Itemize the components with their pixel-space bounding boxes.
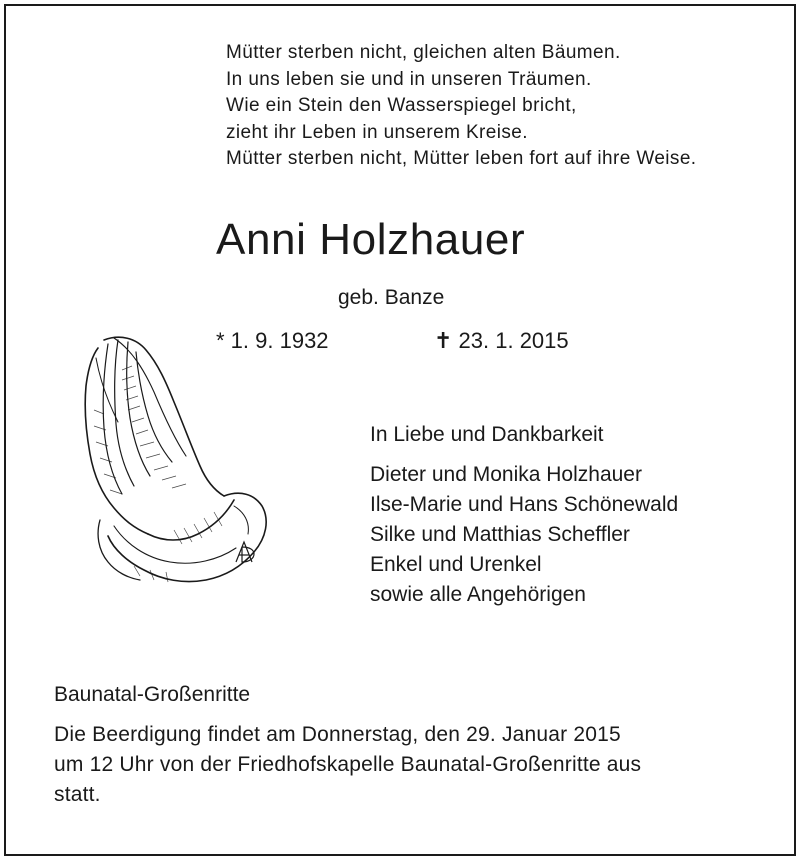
location: Baunatal-Großenritte [54, 683, 251, 706]
poem [226, 40, 786, 173]
dedication: In Liebe und Dankbarkeit [370, 423, 604, 446]
funeral-line: um 12 Uhr von der Friedhofskapelle Baunatal-Großenritte aus [54, 753, 642, 776]
poem-line: zieht ihr Leben in unserem Kreise. [226, 121, 528, 143]
mourner-name: sowie alle Angehörigen [370, 583, 586, 606]
funeral-line: statt. [54, 783, 101, 806]
death-date: ✝ 23. 1. 2015 [434, 328, 569, 353]
mourner-name: Ilse-Marie und Hans Schönewald [370, 493, 679, 516]
praying-hands-icon [74, 330, 274, 590]
funeral-notice [54, 720, 784, 810]
mourner-name: Dieter und Monika Holzhauer [370, 463, 642, 486]
birth-date: * 1. 9. 1932 [216, 328, 329, 353]
poem-line: Wie ein Stein den Wasserspiegel bricht, [226, 95, 577, 116]
poem-line: In uns leben sie und in unseren Träumen. [226, 68, 592, 90]
poem-line: Mütter sterben nicht, Mütter leben fort auf ihre Weise. [226, 148, 697, 169]
mourners-block [370, 420, 790, 610]
maiden-name: geb. Banze [338, 286, 445, 309]
deceased-name: Anni Holzhauer [216, 215, 526, 264]
mourner-name: Enkel und Urenkel [370, 553, 542, 576]
mourner-name: Silke und Matthias Scheffler [370, 523, 630, 546]
funeral-line: Die Beerdigung findet am Donnerstag, den 29. Januar 2015 [54, 723, 621, 746]
poem-line: Mütter sterben nicht, gleichen alten Bäumen. [226, 42, 621, 63]
